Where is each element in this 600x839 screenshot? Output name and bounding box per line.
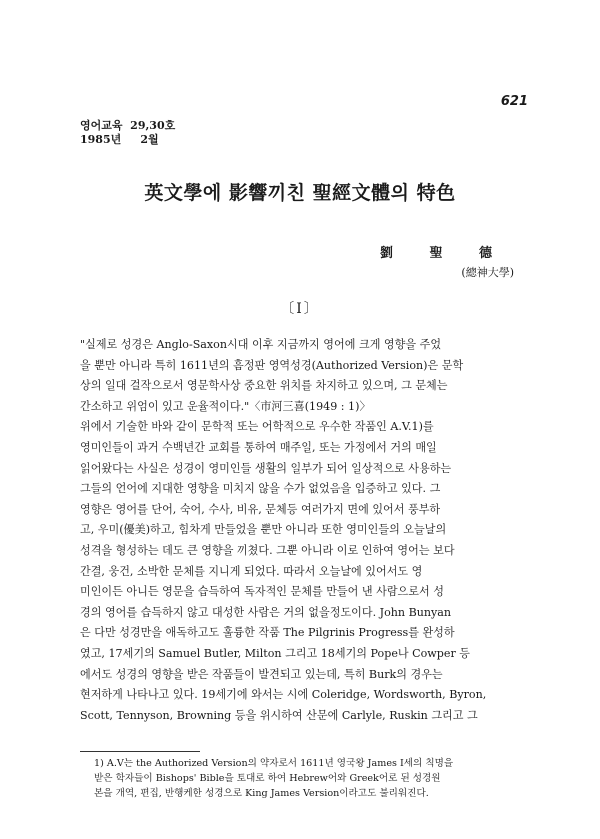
body-line: 간소하고 위엄이 있고 운율적이다."〈市河三喜(1949 : 1)〉	[80, 399, 371, 413]
body-line: "실제로 성경은 Anglo-Saxon시대 이후 지금까지 영어에 크게 영향을 주었	[80, 338, 442, 351]
body-line: 영향은 영어를 단어, 숙어, 수사, 비유, 문체등 여러가지 면에 있어서 풍부하	[80, 502, 441, 516]
body-line: 경의 영어를 습득하지 않고 대성한 사람은 거의 없을정도이다. John Bunyan	[80, 605, 452, 619]
body-line: 을 뿐만 아니라 특히 1611년의 흠정판 영역성경(Authorized Version)은 문학	[80, 358, 464, 372]
article-title: 英文學에 影響끼친 聖經文體의 特色	[144, 182, 456, 204]
footnote-divider	[80, 751, 200, 752]
body-line: 성격을 형성하는 데도 큰 영향을 끼쳤다. 그뿐 아니라 이로 인하여 영어는 보다	[80, 543, 455, 557]
footnotes	[94, 756, 524, 801]
body-line: 였고, 17세기의 Samuel Butler, Milton 그리고 18세기의 Pope나 Cowper 등	[80, 646, 471, 660]
body-line: 영미인들이 과거 수백년간 교회를 통하여 매주일, 또는 가정에서 거의 매일	[80, 440, 437, 454]
author-affiliation: (總神大學)	[461, 266, 514, 279]
author-name: 劉 聖 德	[379, 246, 508, 261]
footnote-line: 받은 학자들이 Bishops' Bible을 토대로 하여 Hebrew어와 Greek어로 된 성경원	[94, 773, 441, 784]
journal-date: 1985년 2월	[80, 133, 159, 146]
footnote-line: 1) A.V는 the Authorized Version의 약자로서 1611년 영국왕 James Ⅰ세의 칙명을	[94, 758, 454, 769]
body-line: 미인이든 아니든 영문을 습득하여 독자적인 문체를 만들어 낸 사람으로서 성	[80, 585, 444, 599]
body-line: 고, 우미(優美)하고, 힘차게 만들었을 뿐만 아니라 또한 영미인들의 오늘날의	[80, 523, 447, 537]
journal-info	[80, 119, 175, 147]
body-line: Scott, Tennyson, Browning 등을 위시하여 산문에 Carlyle, Ruskin 그리고 그	[80, 708, 478, 722]
body-line: 은 다만 성경만을 애독하고도 훌륭한 작품 The Pilgrinis Progress를 완성하	[80, 626, 455, 640]
body-line: 에서도 성경의 영향을 받은 작품들이 발견되고 있는데, 특히 Burk의 경우는	[80, 667, 443, 681]
body-line: 간결, 웅건, 소박한 문체를 지니게 되었다. 따라서 오늘날에 있어서도 영	[80, 564, 423, 578]
page-number: 621	[500, 94, 528, 109]
section-heading: 〔Ⅰ〕	[280, 301, 320, 317]
body-line: 그들의 언어에 지대한 영향을 미치지 않을 수가 없었음을 입증하고 있다. 그	[80, 482, 441, 496]
body-line: 상의 일대 걸작으로서 영문학사상 중요한 위치를 차지하고 있으며, 그 문체는	[80, 379, 448, 393]
journal-issue: 영어교육 29,30호	[80, 119, 176, 132]
body-line: 현저하게 나타나고 있다. 19세기에 와서는 시에 Coleridge, Wordsworth, Byron,	[80, 688, 487, 702]
body-line: 읽어왔다는 사실은 성경이 영미인들 생활의 일부가 되어 일상적으로 사용하는	[80, 461, 452, 475]
footnote-line: 본을 개역, 편집, 반행케한 성경으로 King James Version이라고도 불리워진다.	[94, 788, 429, 799]
body-line: 위에서 기술한 바와 같이 문학적 또는 어학적으로 우수한 작품인 A.V.1)를	[80, 420, 434, 434]
body-text	[80, 335, 524, 726]
